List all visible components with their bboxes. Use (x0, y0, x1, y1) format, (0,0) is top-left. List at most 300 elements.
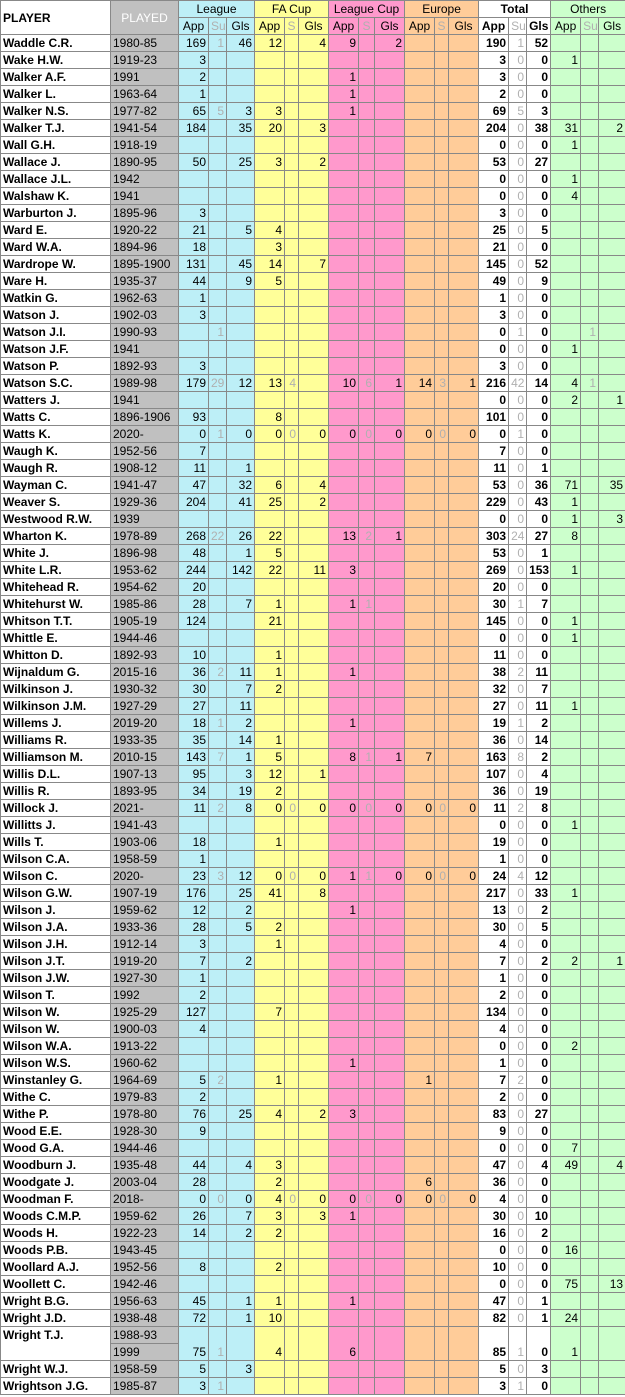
gls-others-cell (599, 1123, 625, 1140)
sub-others-cell (581, 936, 599, 953)
app-europe-cell (405, 1123, 435, 1140)
gls-league-cell: 14 (227, 732, 255, 749)
app-lcup-cell: 1 (329, 1208, 359, 1225)
sub-europe-cell (435, 1378, 449, 1395)
app-lcup-cell (329, 256, 359, 273)
sub-others-cell (581, 52, 599, 69)
app-europe-cell (405, 137, 435, 154)
app-lcup-cell (329, 409, 359, 426)
gls-others-cell (599, 902, 625, 919)
gls-total-cell: 19 (527, 783, 551, 800)
player-name: Wilson J.W. (1, 970, 111, 987)
gls-total-cell: 0 (527, 324, 551, 341)
gls-league-cell (227, 443, 255, 460)
app-lcup-cell (329, 834, 359, 851)
sub-facup-cell (285, 1361, 299, 1378)
app-europe-cell (405, 613, 435, 630)
sub-lcup-cell (359, 1293, 375, 1310)
sub-league-cell (209, 1208, 227, 1225)
sub-facup-cell (285, 715, 299, 732)
player-name: Watson J.F. (1, 341, 111, 358)
table-row (1, 562, 625, 579)
app-europe-cell (405, 647, 435, 664)
sub-others-cell (581, 1038, 599, 1055)
app-total-cell: 216 (479, 375, 509, 392)
app-lcup-cell (329, 120, 359, 137)
app-league-cell (179, 1242, 209, 1259)
sub-facup-cell (285, 1072, 299, 1089)
gls-total-cell: 12 (527, 868, 551, 885)
gls-lcup-cell (375, 1038, 405, 1055)
gls-lcup-cell (375, 494, 405, 511)
played-years: 1941 (111, 188, 179, 205)
gls-facup-cell: 0 (299, 426, 329, 443)
gls-facup-cell (299, 1021, 329, 1038)
gls-lcup-cell (375, 1310, 405, 1327)
gls-facup-cell (299, 613, 329, 630)
played-years: 1929-36 (111, 494, 179, 511)
gls-europe-cell (449, 392, 479, 409)
gls-lcup-cell (375, 1123, 405, 1140)
table-row (1, 970, 625, 987)
table-row (1, 1123, 625, 1140)
played-years: 1935-37 (111, 273, 179, 290)
app-lcup-cell: 1 (329, 715, 359, 732)
gls-lcup-cell (375, 86, 405, 103)
app-facup-cell: 1 (255, 647, 285, 664)
app-lcup-cell (329, 698, 359, 715)
player-name: Willock J. (1, 800, 111, 817)
player-name: Westwood R.W. (1, 511, 111, 528)
app-league-cell: 7 (179, 443, 209, 460)
sub-others-cell (581, 273, 599, 290)
table-row (1, 1327, 625, 1344)
app-league-cell: 4 (179, 1021, 209, 1038)
sub-europe-cell (435, 222, 449, 239)
app-league-cell: 131 (179, 256, 209, 273)
app-total-cell: 53 (479, 545, 509, 562)
gls-europe-cell (449, 137, 479, 154)
sub-lcup-cell (359, 732, 375, 749)
sub-europe-cell (435, 1140, 449, 1157)
gls-league-cell (227, 1276, 255, 1293)
sub-total-cell: 42 (509, 375, 527, 392)
sub-europe-cell (435, 188, 449, 205)
gls-league-cell: 9 (227, 273, 255, 290)
gls-europe-cell (449, 715, 479, 732)
player-name: Whitson T.T. (1, 613, 111, 630)
app-facup-cell: 21 (255, 613, 285, 630)
gls-league-cell: 7 (227, 596, 255, 613)
sub-facup-cell (285, 1055, 299, 1072)
sub-facup-cell (285, 409, 299, 426)
app-europe-cell (405, 511, 435, 528)
table-row (1, 1191, 625, 1208)
gls-total-cell: 1 (527, 460, 551, 477)
sub-europe-cell (435, 1004, 449, 1021)
gls-lcup-cell (375, 239, 405, 256)
app-league-cell: 169 (179, 35, 209, 52)
gls-facup-cell (299, 1089, 329, 1106)
player-name: Watkin G. (1, 290, 111, 307)
gls-league-cell: 2 (227, 902, 255, 919)
sub-total-cell: 2 (509, 664, 527, 681)
app-league-cell: 47 (179, 477, 209, 494)
sub-lcup-cell (359, 579, 375, 596)
player-name: Wilson J.H. (1, 936, 111, 953)
gls-lcup-cell (375, 188, 405, 205)
app-europe-cell (405, 885, 435, 902)
app-others-cell (551, 1174, 581, 1191)
gls-total-cell: 0 (527, 205, 551, 222)
sub-europe-cell (435, 596, 449, 613)
gls-league-cell (227, 1072, 255, 1089)
sub-facup-cell (285, 205, 299, 222)
table-row (1, 1157, 625, 1174)
gls-europe-cell (449, 851, 479, 868)
app-europe-cell (405, 307, 435, 324)
played-years: 2020- (111, 868, 179, 885)
sub-facup-cell (285, 613, 299, 630)
sub-total-cell: 0 (509, 307, 527, 324)
app-league-cell: 3 (179, 52, 209, 69)
sub-league-cell: 2 (209, 664, 227, 681)
gls-lcup-cell (375, 324, 405, 341)
app-europe-cell (405, 1276, 435, 1293)
group-header-europe: Europe (405, 1, 479, 18)
app-total-cell: 101 (479, 409, 509, 426)
app-total-cell: 0 (479, 426, 509, 443)
sub-lcup-cell (359, 1072, 375, 1089)
sub-facup-cell: 4 (285, 375, 299, 392)
sub-others-cell (581, 205, 599, 222)
group-header-others: Others (551, 1, 625, 18)
gls-europe-cell (449, 1242, 479, 1259)
played-years: 1918-19 (111, 137, 179, 154)
app-total-cell: 0 (479, 1242, 509, 1259)
gls-europe-cell (449, 766, 479, 783)
sub-europe-cell (435, 630, 449, 647)
gls-facup-cell: 0 (299, 1191, 329, 1208)
gls-lcup-cell: 1 (375, 749, 405, 766)
app-facup-cell: 22 (255, 562, 285, 579)
gls-others-cell (599, 409, 625, 426)
app-facup-cell: 3 (255, 154, 285, 171)
sub-facup-cell (285, 171, 299, 188)
app-total-cell: 69 (479, 103, 509, 120)
app-europe-cell (405, 324, 435, 341)
sub-europe-cell (435, 698, 449, 715)
sub-facup-cell (285, 494, 299, 511)
sub-total-cell: 0 (509, 1191, 527, 1208)
sub-facup-cell (285, 1038, 299, 1055)
app-total-cell: 229 (479, 494, 509, 511)
gls-europe-cell (449, 528, 479, 545)
gls-total-cell: 4 (527, 1157, 551, 1174)
gls-total-cell: 3 (527, 103, 551, 120)
gls-total-cell: 27 (527, 154, 551, 171)
sub-total-cell: 2 (509, 1072, 527, 1089)
app-others-cell (551, 902, 581, 919)
app-total-cell: 2 (479, 987, 509, 1004)
app-lcup-cell (329, 1259, 359, 1276)
gls-total-cell: 2 (527, 902, 551, 919)
gls-facup-cell (299, 409, 329, 426)
played-years: 1927-29 (111, 698, 179, 715)
sub-others-cell (581, 902, 599, 919)
sub-total-cell: 0 (509, 987, 527, 1004)
sub-league-cell (209, 562, 227, 579)
sub-lcup-cell (359, 52, 375, 69)
gls-total-cell: 0 (527, 511, 551, 528)
gls-europe-cell (449, 103, 479, 120)
played-years: 1999 (111, 1344, 179, 1361)
app-league-cell (179, 1140, 209, 1157)
gls-others-cell: 1 (599, 392, 625, 409)
app-facup-cell: 3 (255, 239, 285, 256)
gls-europe-cell (449, 919, 479, 936)
played-years: 1892-93 (111, 358, 179, 375)
gls-europe-cell (449, 698, 479, 715)
app-total-cell: 32 (479, 681, 509, 698)
gls-europe-cell (449, 885, 479, 902)
sub-lcup-cell: 1 (359, 596, 375, 613)
gls-lcup-cell (375, 1055, 405, 1072)
player-name: Wright T.J. (1, 1327, 111, 1361)
sub-facup-cell (285, 1225, 299, 1242)
gls-europe-cell (449, 953, 479, 970)
table-row (1, 239, 625, 256)
app-lcup-cell: 1 (329, 902, 359, 919)
app-lcup-cell (329, 443, 359, 460)
sub-europe-cell: 3 (435, 375, 449, 392)
app-lcup-cell: 1 (329, 69, 359, 86)
sub-europe-cell (435, 154, 449, 171)
sub-league-cell (209, 1259, 227, 1276)
gls-europe-cell (449, 273, 479, 290)
app-others-cell (551, 239, 581, 256)
sub-facup-cell (285, 1378, 299, 1395)
gls-europe-cell (449, 188, 479, 205)
app-others-cell (551, 664, 581, 681)
gls-lcup-cell (375, 443, 405, 460)
sub-lcup-cell (359, 953, 375, 970)
sub-league-cell (209, 239, 227, 256)
app-facup-cell: 1 (255, 732, 285, 749)
gls-league-cell (227, 52, 255, 69)
table-row (1, 1055, 625, 1072)
sub-total-cell: 0 (509, 1259, 527, 1276)
app-others-cell: 1 (551, 511, 581, 528)
sub-league-cell (209, 902, 227, 919)
played-years: 2015-16 (111, 664, 179, 681)
sub-facup-cell (285, 545, 299, 562)
app-europe-cell (405, 1021, 435, 1038)
played-years: 1958-59 (111, 1361, 179, 1378)
sub-facup-cell (285, 1174, 299, 1191)
gls-league-cell: 8 (227, 800, 255, 817)
app-league-cell: 14 (179, 1225, 209, 1242)
sub-lcup-cell (359, 681, 375, 698)
sub-europe-cell (435, 35, 449, 52)
gls-league-cell (227, 630, 255, 647)
sub-facup-cell (285, 902, 299, 919)
gls-europe-cell (449, 647, 479, 664)
app-others-cell (551, 69, 581, 86)
gls-others-cell (599, 137, 625, 154)
gls-lcup-cell (375, 137, 405, 154)
sub-europe-cell (435, 851, 449, 868)
sub-league-cell: 3 (209, 868, 227, 885)
app-others-cell (551, 1072, 581, 1089)
sub-total-cell: 0 (509, 341, 527, 358)
gls-europe-cell (449, 1378, 479, 1395)
sub-others-cell (581, 86, 599, 103)
sub-facup-cell (285, 528, 299, 545)
app-facup-cell: 8 (255, 409, 285, 426)
sub-lcup-cell (359, 443, 375, 460)
app-lcup-cell (329, 307, 359, 324)
table-row (1, 1259, 625, 1276)
played-years: 1941-54 (111, 120, 179, 137)
sub-league-cell (209, 154, 227, 171)
app-lcup-cell (329, 783, 359, 800)
app-league-cell: 184 (179, 120, 209, 137)
sub-europe-cell: 0 (435, 1191, 449, 1208)
sub-league-cell (209, 851, 227, 868)
sub-europe-cell (435, 528, 449, 545)
gls-lcup-cell (375, 120, 405, 137)
app-europe-cell (405, 1361, 435, 1378)
app-league-cell: 9 (179, 1123, 209, 1140)
sub-total-cell: 0 (509, 494, 527, 511)
sub-facup-cell (285, 290, 299, 307)
player-name: Wrightson J.G. (1, 1378, 111, 1395)
sub-lcup-cell (359, 834, 375, 851)
sub-others-cell (581, 307, 599, 324)
gls-facup-cell (299, 171, 329, 188)
played-years: 1919-20 (111, 953, 179, 970)
app-lcup-cell: 13 (329, 528, 359, 545)
played-years: 1913-22 (111, 1038, 179, 1055)
gls-lcup-cell (375, 1106, 405, 1123)
gls-total-cell: 9 (527, 273, 551, 290)
gls-europe-cell (449, 1276, 479, 1293)
app-lcup-cell (329, 341, 359, 358)
gls-total-cell: 0 (527, 936, 551, 953)
app-lcup-cell (329, 188, 359, 205)
sub-total-cell: 1 (509, 324, 527, 341)
player-name: Wright W.J. (1, 1361, 111, 1378)
player-name: Watson J. (1, 307, 111, 324)
app-facup-cell (255, 511, 285, 528)
gls-europe-cell (449, 1072, 479, 1089)
played-years: 2003-04 (111, 1174, 179, 1191)
app-league-cell: 95 (179, 766, 209, 783)
sub-facup-cell (285, 52, 299, 69)
gls-total-cell: 2 (527, 715, 551, 732)
sub-lcup-cell (359, 1310, 375, 1327)
app-league-cell: 143 (179, 749, 209, 766)
played-years: 1903-06 (111, 834, 179, 851)
gls-facup-cell (299, 1310, 329, 1327)
sub-others-cell (581, 35, 599, 52)
app-europe-cell (405, 290, 435, 307)
gls-header-league: Gls (227, 18, 255, 35)
sub-total-cell: 2 (509, 800, 527, 817)
sub-others-cell (581, 919, 599, 936)
app-facup-cell: 1 (255, 1293, 285, 1310)
sub-others-cell (581, 987, 599, 1004)
sub-total-cell: 0 (509, 1140, 527, 1157)
sub-total-cell: 0 (509, 290, 527, 307)
app-lcup-cell (329, 324, 359, 341)
table-row (1, 1174, 625, 1191)
app-facup-cell: 5 (255, 749, 285, 766)
player-name: Withe P. (1, 1106, 111, 1123)
app-others-cell (551, 919, 581, 936)
gls-facup-cell (299, 1140, 329, 1157)
player-name: Walshaw K. (1, 188, 111, 205)
gls-total-cell: 0 (527, 1174, 551, 1191)
sub-facup-cell (285, 222, 299, 239)
app-facup-cell (255, 358, 285, 375)
sub-lcup-cell (359, 477, 375, 494)
sub-total-cell: 0 (509, 392, 527, 409)
sub-total-cell: 0 (509, 477, 527, 494)
app-total-cell: 47 (479, 1157, 509, 1174)
app-league-cell: 23 (179, 868, 209, 885)
app-total-cell: 0 (479, 1038, 509, 1055)
sub-league-cell (209, 443, 227, 460)
gls-league-cell (227, 817, 255, 834)
app-others-cell: 71 (551, 477, 581, 494)
gls-lcup-cell (375, 579, 405, 596)
app-others-cell (551, 766, 581, 783)
sub-lcup-cell (359, 103, 375, 120)
sub-others-cell (581, 1242, 599, 1259)
sub-league-cell: 0 (209, 1191, 227, 1208)
app-total-cell: 0 (479, 392, 509, 409)
sub-others-cell (581, 868, 599, 885)
app-facup-cell: 4 (255, 222, 285, 239)
sub-others-cell (581, 1072, 599, 1089)
sub-total-cell: 0 (509, 970, 527, 987)
gls-lcup-cell: 0 (375, 868, 405, 885)
table-row (1, 902, 625, 919)
app-total-cell: 9 (479, 1123, 509, 1140)
sub-others-cell (581, 953, 599, 970)
table-row (1, 868, 625, 885)
gls-lcup-cell (375, 460, 405, 477)
player-name: Whittle E. (1, 630, 111, 647)
app-total-cell: 2 (479, 86, 509, 103)
player-name: Wood G.A. (1, 1140, 111, 1157)
app-europe-cell: 0 (405, 1191, 435, 1208)
sub-others-cell (581, 817, 599, 834)
gls-facup-cell (299, 1157, 329, 1174)
gls-total-cell: 0 (527, 341, 551, 358)
table-row (1, 1310, 625, 1327)
app-europe-cell (405, 358, 435, 375)
sub-league-cell (209, 290, 227, 307)
gls-others-cell: 35 (599, 477, 625, 494)
app-league-cell: 48 (179, 545, 209, 562)
app-others-cell (551, 35, 581, 52)
table-row (1, 1276, 625, 1293)
app-lcup-cell (329, 851, 359, 868)
sub-europe-cell (435, 290, 449, 307)
